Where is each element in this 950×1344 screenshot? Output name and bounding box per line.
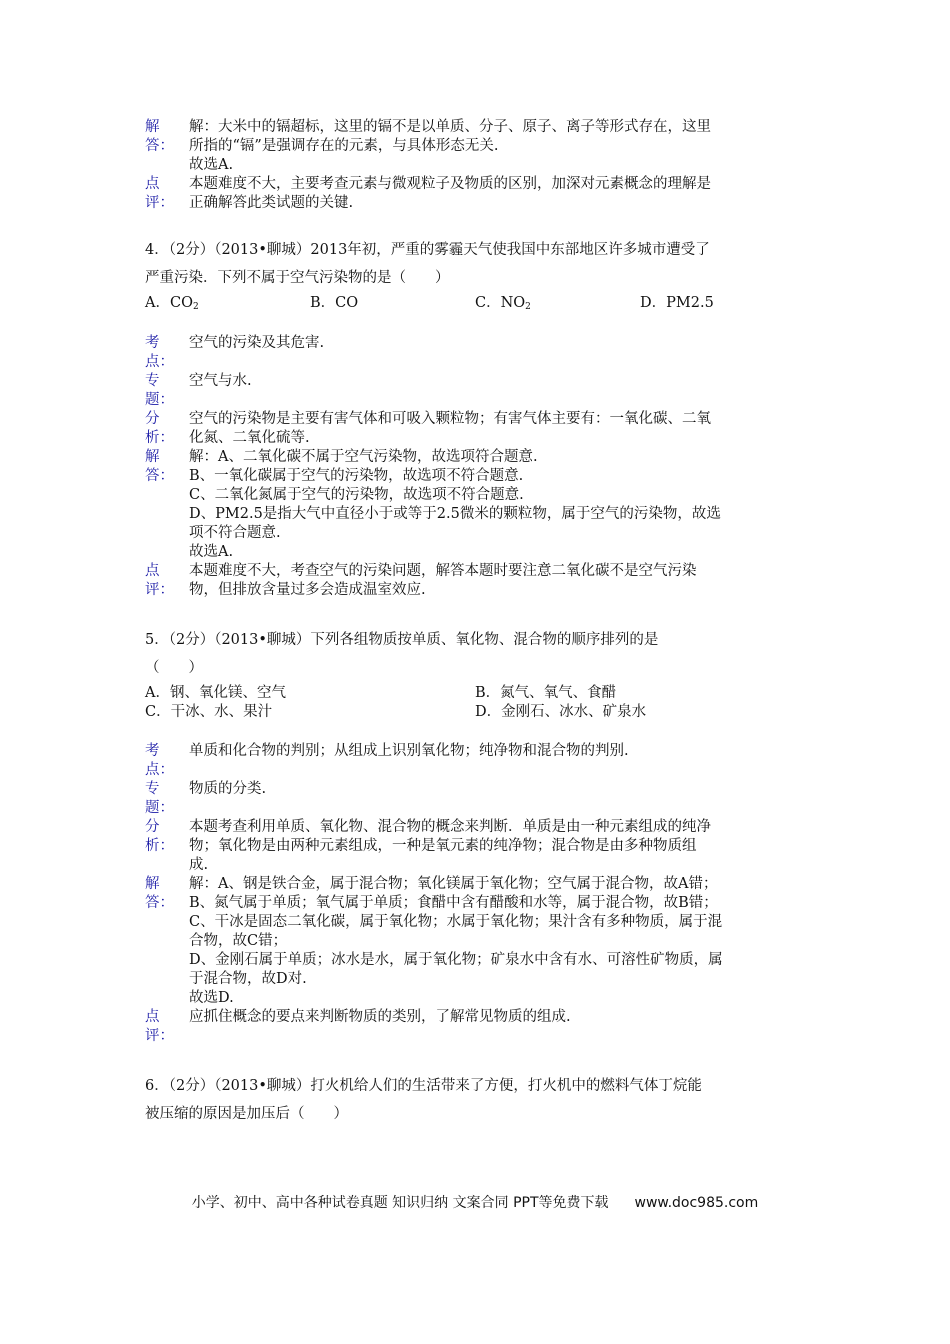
- q3-solution: [145, 118, 805, 175]
- topic-label: 专 题：: [145, 781, 174, 816]
- page-footer: [0, 1192, 950, 1212]
- q4-option-b: B．CO: [310, 295, 359, 311]
- question-5: [145, 626, 805, 722]
- q5-option-d: D．金刚石、冰水、矿泉水: [475, 704, 647, 720]
- topic-label: 专 题：: [145, 373, 174, 408]
- footer-site-link[interactable]: www.doc985.com: [634, 1195, 759, 1211]
- q4-comment: 点 评： 本题难度不大，考查空气的污染问题，解答本题时要注意二氧化碳不是空气污染 物，但排放含量过多会造成温室效应.: [145, 563, 697, 598]
- solution-text: 解：大米中的镉超标，这里的镉不是以单质、分子、原子、离子等形式存在，这里 所指的“镉”是强调存在的元素，与具体形态无关. 故选A.: [189, 119, 711, 173]
- q5-options: [145, 684, 805, 722]
- q5-option-b: B．氮气、氧气、食醋: [475, 685, 617, 701]
- q4-topic: 专 题： 空气与水.: [145, 373, 252, 408]
- q6-stem: 6．（2分）（2013•聊城）打火机给人们的生活带来了方便，打火机中的燃料气体丁烷能 被压缩的原因是加压后（ ）: [145, 1078, 702, 1122]
- q5-analysis: [145, 742, 805, 1046]
- q4-solution: 解 答： 解：A、二氧化碳不属于空气污染物，故选项符合题意. B、一氧化碳属于空气的污染物，故选项不符合题意. C、二氧化氮属于空气的污染物，故选项不符合题意. D、PM2.5是指大气中直径小于或等于2.5微米的颗粒物，属于空气的污染物，故选 项不符合题意. 故选A.: [145, 449, 721, 560]
- q4-analysis: [145, 334, 805, 600]
- q4-stem: 4．（2分）（2013•聊城）2013年初，严重的雾霾天气使我国中东部地区许多城市遭受了 严重污染．下列不属于空气污染物的是（ ）: [145, 242, 710, 286]
- q5-knowledge-point: 考 点： 单质和化合物的判别；从组成上识别氧化物；纯净物和混合物的判别.: [145, 743, 629, 778]
- analysis-label: 分 析：: [145, 411, 174, 446]
- q5-stem: 5．（2分）（2013•聊城）下列各组物质按单质、氧化物、混合物的顺序排列的是 （ ）: [145, 632, 659, 676]
- q4-option-d: D．PM2.5: [640, 295, 714, 311]
- comment-label: 点 评：: [145, 563, 174, 598]
- q5-topic: 专 题： 物质的分类.: [145, 781, 267, 816]
- q4-options: [145, 294, 805, 317]
- q4-option-a: A．$CO_2$: [145, 295, 199, 312]
- comment-text: 本题难度不大，主要考查元素与微观粒子及物质的区别，加深对元素概念的理解是 正确解答此类试题的关键.: [189, 176, 711, 211]
- q5-comment: 点 评： 应抓住概念的要点来判断物质的类别，了解常见物质的组成.: [145, 1009, 571, 1044]
- footer-text: 小学、初中、高中各种试卷真题 知识归纳 文案合同 PPT等免费下载: [191, 1195, 609, 1211]
- solution-label: 解 答：: [145, 449, 174, 484]
- question-4: [145, 236, 805, 317]
- q4-knowledge-point: 考 点： 空气的污染及其危害.: [145, 335, 325, 370]
- question-6: [145, 1072, 805, 1128]
- q5-analysis-text: 分 析： 本题考查利用单质、氧化物、混合物的概念来判断．单质是由一种元素组成的纯净 物；氧化物是由两种元素组成，一种是氧元素的纯净物；混合物是由多种物质组 成.: [145, 819, 711, 873]
- q5-option-a: A．钢、氧化镁、空气: [145, 685, 286, 701]
- knowledge-label: 考 点：: [145, 335, 174, 370]
- solution-label: 解 答：: [145, 876, 174, 911]
- q4-option-c: C．$NO_2$: [475, 295, 531, 312]
- knowledge-label: 考 点：: [145, 743, 174, 778]
- q3-analysis: [145, 118, 805, 213]
- analysis-label: 分 析：: [145, 819, 174, 854]
- q4-analysis-text: 分 析： 空气的污染物是主要有害气体和可吸入颗粒物；有害气体主要有：一氧化碳、二氧 化氮、二氧化硫等.: [145, 411, 711, 446]
- comment-label: 点 评：: [145, 176, 174, 211]
- comment-label: 点 评：: [145, 1009, 174, 1044]
- q3-comment: [145, 175, 805, 213]
- solution-label: 解 答：: [145, 119, 174, 154]
- q5-option-c: C．干冰、水、果汁: [145, 704, 273, 720]
- q5-solution: 解 答： 解：A、钢是铁合金，属于混合物；氧化镁属于氧化物；空气属于混合物，故A错； B、氮气属于单质；氧气属于单质；食醋中含有醋酸和水等，属于混合物，故B错； C、干冰是固态二氧化碳，属于氧化物；水属于氧化物；果汁含有多种物质，属于混 合物，故C错； D、金刚石属于单质；冰水是水，属于氧化物；矿泉水中含有水、可溶性矿物质，属 于混合物，故D对. 故选D.: [145, 876, 723, 1006]
